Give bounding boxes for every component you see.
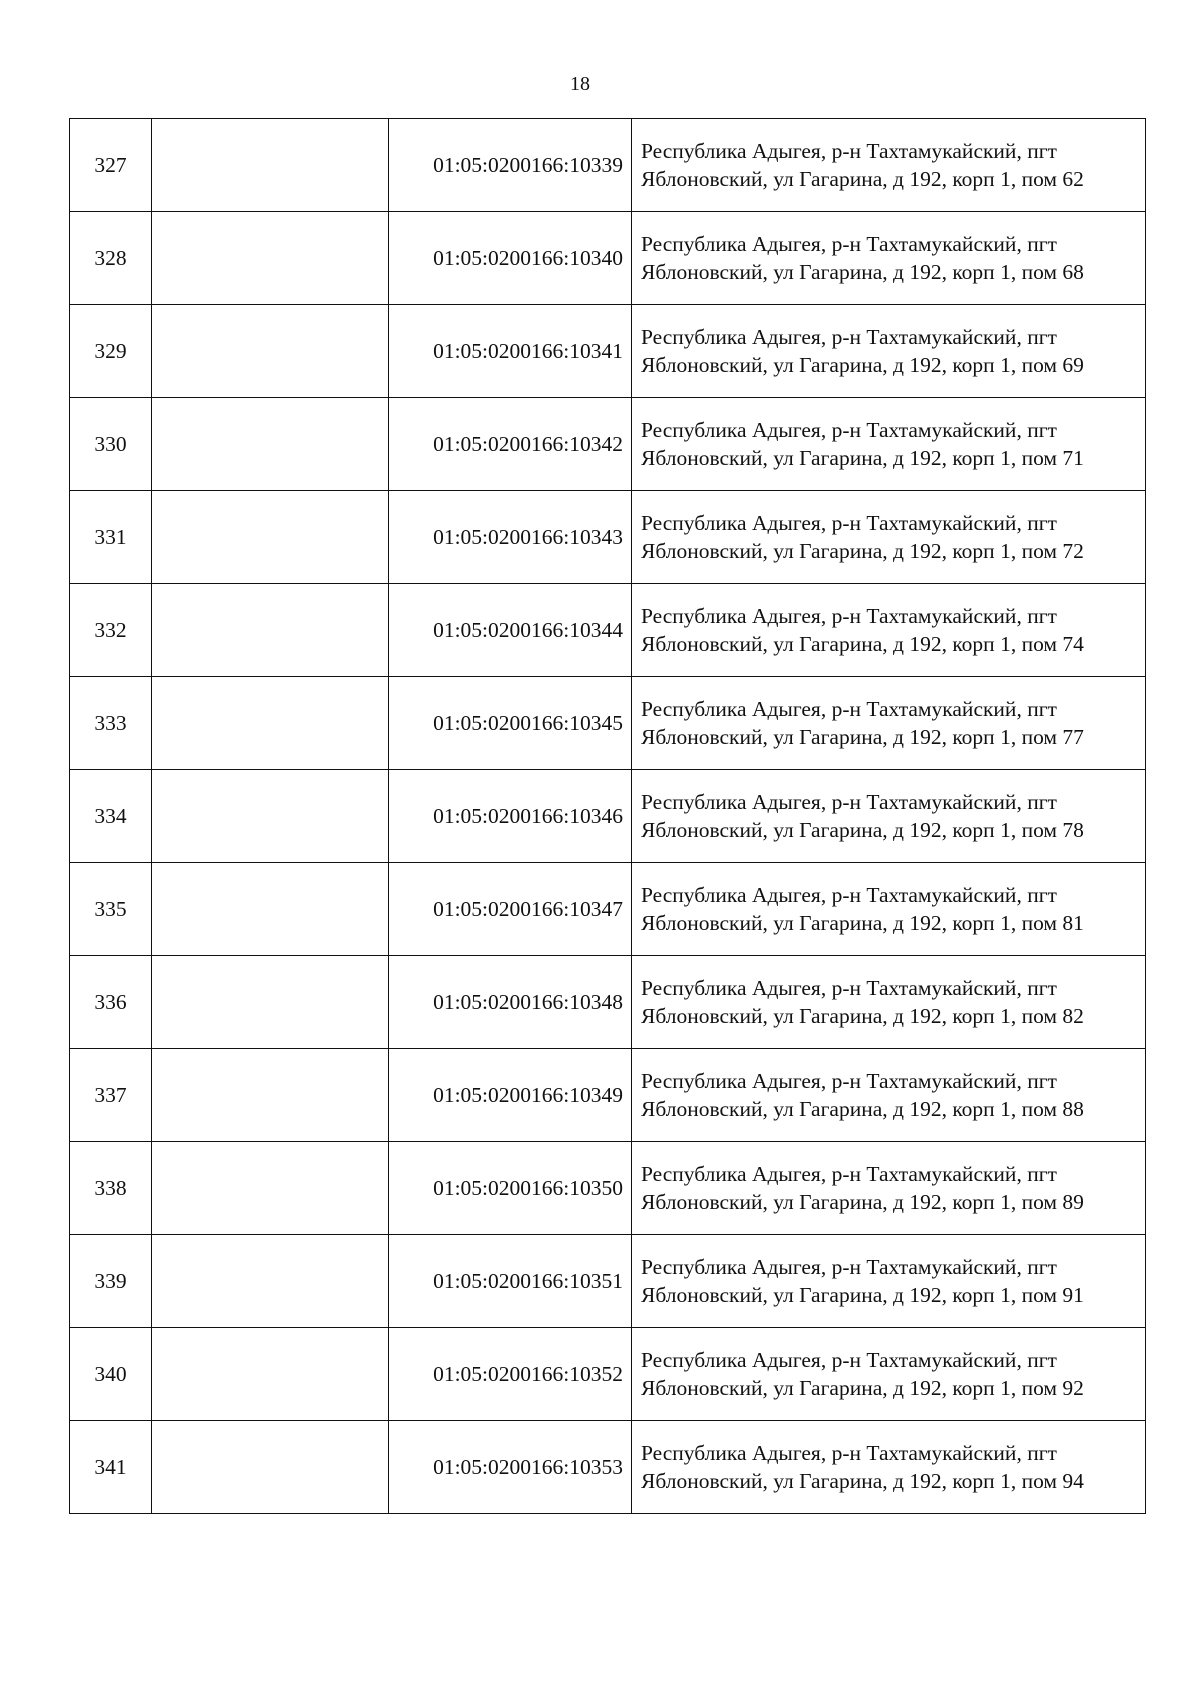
cadastral-number-cell: 01:05:0200166:10340 <box>389 212 632 305</box>
cadastral-number-cell: 01:05:0200166:10341 <box>389 305 632 398</box>
address-cell: Республика Адыгея, р-н Тахтамукайский, пгт Яблоновский, ул Гагарина, д 192, корп 1, пом 81 <box>632 863 1146 956</box>
address-cell: Республика Адыгея, р-н Тахтамукайский, пгт Яблоновский, ул Гагарина, д 192, корп 1, пом 89 <box>632 1142 1146 1235</box>
object-name-cell <box>152 491 389 584</box>
cadastral-number-cell: 01:05:0200166:10350 <box>389 1142 632 1235</box>
table-row <box>70 119 1146 212</box>
address-cell: Республика Адыгея, р-н Тахтамукайский, пгт Яблоновский, ул Гагарина, д 192, корп 1, пом 77 <box>632 677 1146 770</box>
address-cell: Республика Адыгея, р-н Тахтамукайский, пгт Яблоновский, ул Гагарина, д 192, корп 1, пом 71 <box>632 398 1146 491</box>
address-cell: Республика Адыгея, р-н Тахтамукайский, пгт Яблоновский, ул Гагарина, д 192, корп 1, пом 94 <box>632 1421 1146 1514</box>
address-cell: Республика Адыгея, р-н Тахтамукайский, пгт Яблоновский, ул Гагарина, д 192, корп 1, пом 69 <box>632 305 1146 398</box>
row-number-cell: 333 <box>70 677 152 770</box>
row-number-cell: 330 <box>70 398 152 491</box>
object-name-cell <box>152 212 389 305</box>
object-name-cell <box>152 1328 389 1421</box>
address-cell: Республика Адыгея, р-н Тахтамукайский, пгт Яблоновский, ул Гагарина, д 192, корп 1, пом 82 <box>632 956 1146 1049</box>
row-number-cell: 339 <box>70 1235 152 1328</box>
table-row <box>70 956 1146 1049</box>
property-table <box>69 118 1146 1514</box>
address-cell: Республика Адыгея, р-н Тахтамукайский, пгт Яблоновский, ул Гагарина, д 192, корп 1, пом 68 <box>632 212 1146 305</box>
cadastral-number-cell: 01:05:0200166:10345 <box>389 677 632 770</box>
object-name-cell <box>152 1049 389 1142</box>
object-name-cell <box>152 956 389 1049</box>
row-number-cell: 336 <box>70 956 152 1049</box>
table-row <box>70 305 1146 398</box>
table-row <box>70 398 1146 491</box>
cadastral-number-cell: 01:05:0200166:10342 <box>389 398 632 491</box>
row-number-cell: 327 <box>70 119 152 212</box>
table-row <box>70 1142 1146 1235</box>
table-row <box>70 491 1146 584</box>
object-name-cell <box>152 584 389 677</box>
row-number-cell: 337 <box>70 1049 152 1142</box>
table-row <box>70 677 1146 770</box>
table-row <box>70 863 1146 956</box>
address-cell: Республика Адыгея, р-н Тахтамукайский, пгт Яблоновский, ул Гагарина, д 192, корп 1, пом 92 <box>632 1328 1146 1421</box>
table-row <box>70 212 1146 305</box>
cadastral-number-cell: 01:05:0200166:10351 <box>389 1235 632 1328</box>
object-name-cell <box>152 305 389 398</box>
object-name-cell <box>152 677 389 770</box>
cadastral-number-cell: 01:05:0200166:10346 <box>389 770 632 863</box>
table-row <box>70 1235 1146 1328</box>
object-name-cell <box>152 1421 389 1514</box>
cadastral-number-cell: 01:05:0200166:10343 <box>389 491 632 584</box>
cadastral-number-cell: 01:05:0200166:10348 <box>389 956 632 1049</box>
table-row <box>70 1049 1146 1142</box>
cadastral-number-cell: 01:05:0200166:10349 <box>389 1049 632 1142</box>
page-number: 18 <box>570 73 590 95</box>
address-cell: Республика Адыгея, р-н Тахтамукайский, пгт Яблоновский, ул Гагарина, д 192, корп 1, пом 62 <box>632 119 1146 212</box>
row-number-cell: 331 <box>70 491 152 584</box>
property-table-body <box>70 119 1146 1514</box>
row-number-cell: 329 <box>70 305 152 398</box>
object-name-cell <box>152 770 389 863</box>
address-cell: Республика Адыгея, р-н Тахтамукайский, пгт Яблоновский, ул Гагарина, д 192, корп 1, пом 74 <box>632 584 1146 677</box>
row-number-cell: 341 <box>70 1421 152 1514</box>
object-name-cell <box>152 1142 389 1235</box>
row-number-cell: 328 <box>70 212 152 305</box>
object-name-cell <box>152 1235 389 1328</box>
cadastral-number-cell: 01:05:0200166:10339 <box>389 119 632 212</box>
row-number-cell: 334 <box>70 770 152 863</box>
row-number-cell: 332 <box>70 584 152 677</box>
address-cell: Республика Адыгея, р-н Тахтамукайский, пгт Яблоновский, ул Гагарина, д 192, корп 1, пом 72 <box>632 491 1146 584</box>
address-cell: Республика Адыгея, р-н Тахтамукайский, пгт Яблоновский, ул Гагарина, д 192, корп 1, пом 88 <box>632 1049 1146 1142</box>
address-cell: Республика Адыгея, р-н Тахтамукайский, пгт Яблоновский, ул Гагарина, д 192, корп 1, пом 78 <box>632 770 1146 863</box>
object-name-cell <box>152 398 389 491</box>
row-number-cell: 335 <box>70 863 152 956</box>
cadastral-number-cell: 01:05:0200166:10353 <box>389 1421 632 1514</box>
table-row <box>70 1328 1146 1421</box>
table-row <box>70 584 1146 677</box>
table-row <box>70 770 1146 863</box>
cadastral-number-cell: 01:05:0200166:10352 <box>389 1328 632 1421</box>
row-number-cell: 338 <box>70 1142 152 1235</box>
object-name-cell <box>152 119 389 212</box>
cadastral-number-cell: 01:05:0200166:10344 <box>389 584 632 677</box>
object-name-cell <box>152 863 389 956</box>
row-number-cell: 340 <box>70 1328 152 1421</box>
cadastral-number-cell: 01:05:0200166:10347 <box>389 863 632 956</box>
table-row <box>70 1421 1146 1514</box>
address-cell: Республика Адыгея, р-н Тахтамукайский, пгт Яблоновский, ул Гагарина, д 192, корп 1, пом 91 <box>632 1235 1146 1328</box>
